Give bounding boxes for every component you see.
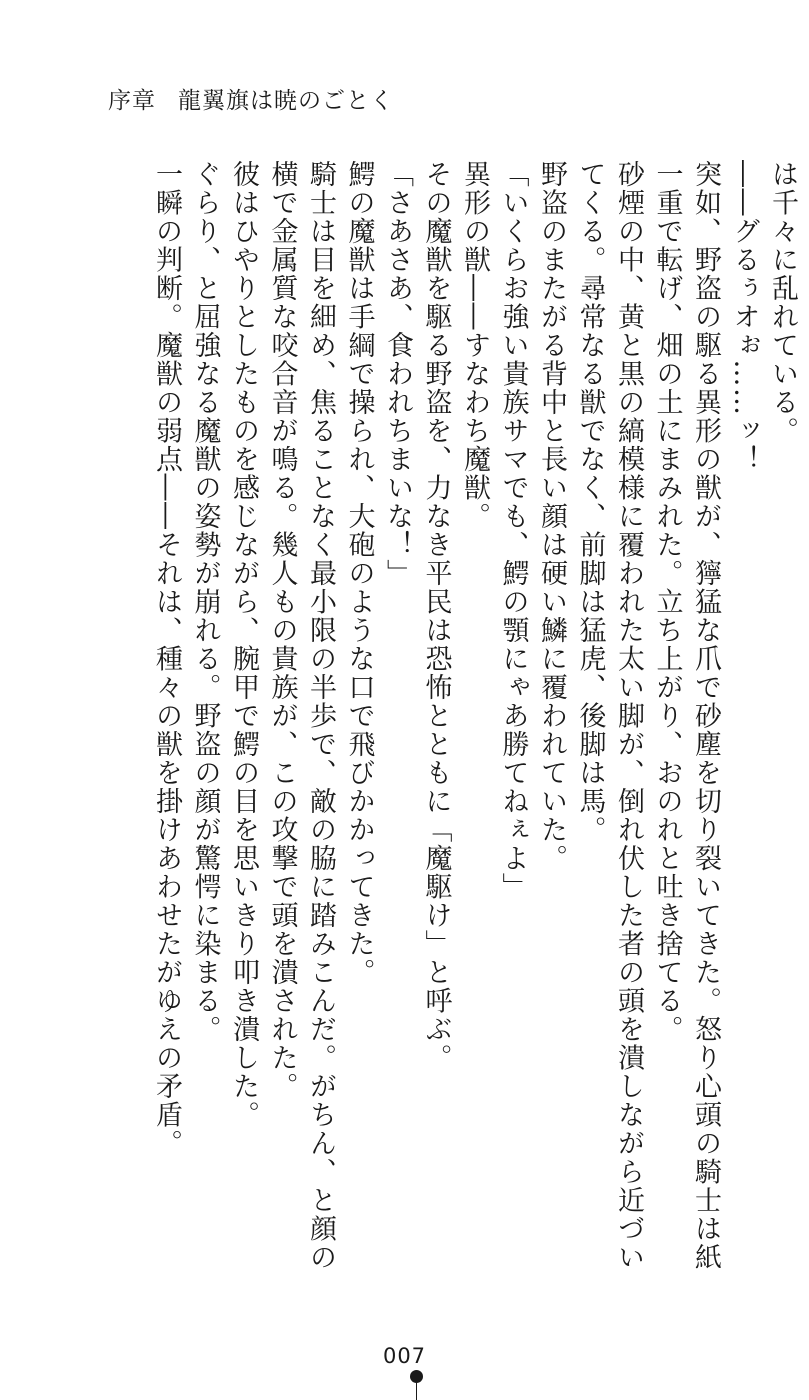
text-line: 一重で転げ、畑の土にまみれた。立ち上がり、おのれと吐き捨てる。 [651, 160, 683, 1044]
page-number: 007 [382, 1344, 427, 1368]
vertical-body-text [147, 160, 802, 1272]
text-line: 突如、野盗の駆る異形の獣が、獰猛な爪で砂塵を切り裂いてきた。怒り心頭の騎士は紙 [690, 160, 721, 1272]
text-line: 彼はひやりとしたものを感じながら、腕甲で鰐の目を思いきり叩き潰した。 [228, 160, 259, 1129]
text-line: その魔獣を駆る野盗を、力なき平民は恐怖とともに「魔駆け」と呼ぶ。 [420, 160, 452, 1072]
text-line: 鰐の魔獣は手綱で操られ、大砲のような口で飛びかかってきた。 [343, 160, 375, 987]
text-line: てくる。尋常なる獣でなく、前脚は猛虎、後脚は馬。 [574, 160, 606, 844]
page-marker-icon [410, 1366, 423, 1400]
text-line: 「さあさあ、食われちまいな！」 [382, 160, 413, 588]
text-line: ――グるぅオぉ……ッ！ [728, 160, 760, 474]
text-line: は千々に乱れている。 [767, 160, 798, 445]
text-line: 砂煙の中、黄と黒の縞模様に覆われた太い脚が、倒れ伏した者の頭を潰しながら近づい [613, 160, 644, 1272]
text-line: 横で金属質な咬合音が鳴る。幾人もの貴族が、この攻撃で頭を潰された。 [266, 160, 298, 1101]
text-line: ぐらり、と屈強なる魔獣の姿勢が崩れる。野盗の顔が驚愕に染まる。 [189, 160, 221, 1044]
marker-stem [416, 1382, 417, 1400]
text-line: 野盗のまたがる背中と長い顔は硬い鱗に覆われていた。 [536, 160, 567, 873]
text-line: 騎士は目を細め、焦ることなく最小限の半歩で、敵の脇に踏みこんだ。がちん、と顔の [305, 160, 336, 1272]
text-line: 異形の獣――すなわち魔獣。 [459, 160, 490, 531]
text-line: 一瞬の判断。魔獣の弱点――それは、種々の獣を掛けあわせたがゆえの矛盾。 [151, 160, 182, 1158]
chapter-label: 序章 [108, 88, 156, 114]
chapter-title: 龍翼旗は暁のごとく [178, 88, 394, 114]
running-header [108, 82, 394, 115]
text-line: 「いくらお強い貴族サマでも、鰐の顎にゃあ勝てねぇよ」 [497, 160, 529, 901]
